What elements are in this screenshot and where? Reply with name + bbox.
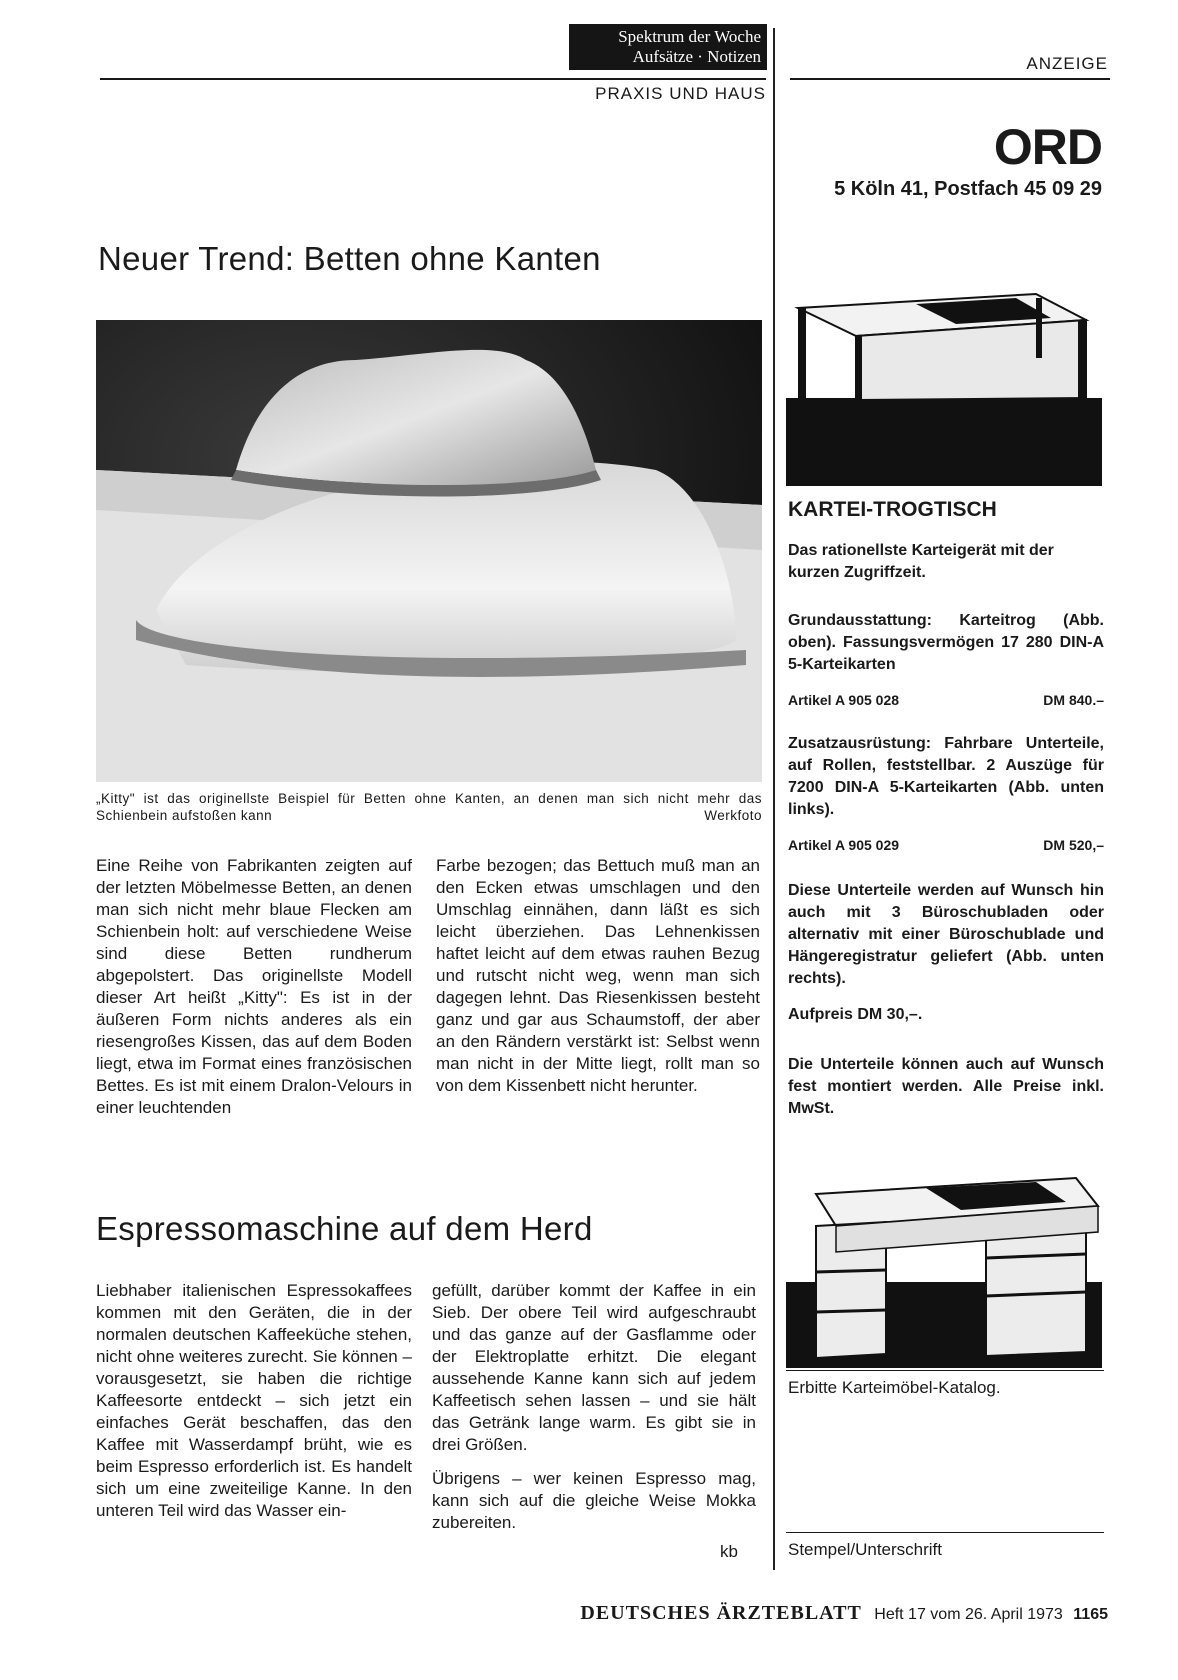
ad-price-row-2 bbox=[788, 837, 1104, 853]
ad-product-name: KARTEI-TROGTISCH bbox=[788, 498, 997, 521]
badge-line-2: Aufsätze · Notizen bbox=[632, 47, 761, 66]
footer-issue: Heft 17 vom 26. April 1973 bbox=[874, 1606, 1063, 1623]
column-divider bbox=[773, 28, 775, 1570]
section-label: PRAXIS UND HAUS bbox=[595, 84, 766, 103]
ad-drawers-option: Diese Unterteile werden auf Wunsch hin auch mit 3 Büroschubladen oder alternativ mit einer Büroschublade und Hängeregistratur geliefert (Abb. unten rechts). bbox=[788, 882, 1104, 987]
desk-photo-bottom bbox=[786, 1172, 1102, 1368]
ad-article-2-label: Artikel A 905 029 bbox=[788, 837, 900, 853]
ad-article-1-label: Artikel A 905 028 bbox=[788, 692, 900, 708]
bed-photo bbox=[96, 320, 762, 782]
article1-column-2: Farbe bezogen; das Bettuch muß man an den Ecken etwas umschlagen und den Umschlag einnähen, dann läßt es sich leicht überziehen. Das Lehnenkissen haftet leicht auf dem etwas rauhen Bezug und rutscht nicht weg, wenn man sich dagegen lehnt. Das Riesenkissen besteht ganz und gar aus Schaumstoff, der aber an den Rändern verstärkt ist: Selbst wenn man nicht in der Mitte liegt, rollt man so von dem Kissenbett nicht herunter. bbox=[436, 856, 760, 1095]
article2-column-2 bbox=[432, 1280, 756, 1534]
ad-brand: ORD bbox=[993, 119, 1102, 175]
header-rule-right bbox=[790, 78, 1110, 80]
photo-credit: Werkfoto bbox=[704, 808, 762, 823]
article-title-beds: Neuer Trend: Betten ohne Kanten bbox=[98, 240, 601, 277]
ad-extra-equipment: Zusatzausrüstung: Fahrbare Unterteile, auf Rollen, feststellbar. 2 Auszüge für 7200 DIN-A 5-Karteikarten (Abb. unten links). bbox=[788, 735, 1104, 818]
ad-surcharge: Aufpreis DM 30,–. bbox=[788, 1006, 923, 1023]
ad-catalog-request: Erbitte Karteimöbel-Katalog. bbox=[788, 1378, 1001, 1397]
article2-signature: kb bbox=[720, 1542, 738, 1561]
caption-text: „Kitty" ist das originellste Beispiel für Betten ohne Kanten, an denen man sich nicht mehr das Schienbein aufstoßen kann bbox=[96, 791, 762, 823]
ad-separator bbox=[786, 1370, 1104, 1371]
ad-price-row-1 bbox=[788, 692, 1104, 708]
ad-label: ANZEIGE bbox=[1026, 54, 1108, 73]
header-rule-left bbox=[100, 78, 766, 80]
stamp-line bbox=[786, 1532, 1104, 1533]
article2-column-1: Liebhaber italienischen Espressokaffees kommen mit den Geräten, die in der normalen deutschen Kaffeeküche stehen, nicht ohne weiteres zurecht. Sie können – vorausgesetzt, sie haben die richtige Kaffeesorte entdeckt – sich jetzt ein einfaches Gerät beschaffen, das den Kaffee mit Wasserdampf brüht, wie es beim Espresso erforderlich ist. Es handelt sich um eine zweiteilige Kanne. In den unteren Teil wird das Wasser ein- bbox=[96, 1281, 412, 1520]
ad-base-equipment: Grundausstattung: Karteitrog (Abb. oben). Fassungsvermögen 17 280 DIN-A 5-Karteikarten bbox=[788, 612, 1104, 673]
ad-fixed-mount: Die Unterteile können auch auf Wunsch fest montiert werden. Alle Preise inkl. MwSt. bbox=[788, 1056, 1104, 1117]
section-badge bbox=[569, 24, 767, 70]
desk-photo-top bbox=[786, 290, 1102, 486]
article2-column-2-paragraph-2: Übrigens – wer keinen Espresso mag, kann sich auf die gleiche Weise Mokka zubereiten. bbox=[432, 1469, 756, 1532]
footer-page-number: 1165 bbox=[1073, 1606, 1108, 1623]
ad-article-2-price: DM 520,– bbox=[1043, 837, 1104, 853]
footer-journal: DEUTSCHES ÄRZTEBLATT bbox=[580, 1602, 862, 1624]
ad-tagline: Das rationellste Karteigerät mit der kurzen Zugriffzeit. bbox=[788, 542, 1054, 581]
article-title-espresso: Espressomaschine auf dem Herd bbox=[96, 1210, 593, 1247]
badge-line-1: Spektrum der Woche bbox=[618, 27, 761, 46]
page-footer bbox=[488, 1602, 1108, 1625]
article1-column-1: Eine Reihe von Fabrikanten zeigten auf der letzten Möbelmesse Betten, an denen man sich nicht mehr blaue Flecken am Schienbein holt: auf verschiedene Weise sind diese Betten rundherum abgepolstert. Das originellste Modell dieser Art heißt „Kitty": Es ist in der äußeren Form nichts anderes als ein riesengroßes Kissen, das auf dem Boden liegt, etwa im Format eines französischen Bettes. Es ist mit einem Dralon-Velours in einer leuchtenden bbox=[96, 856, 412, 1117]
desk-photo-top-graphic bbox=[786, 290, 1102, 486]
article2-column-2-paragraph-1: gefüllt, darüber kommt der Kaffee in ein Sieb. Der obere Teil wird aufgeschraubt und das ganze auf der Gasflamme oder der Elektroplatte erhitzt. Die elegant aussehende Kanne kann sich auf jedem Kaffeetisch sehen lassen – und sie hält das Getränk lange warm. Es gibt sie in drei Größen. bbox=[432, 1281, 756, 1454]
ad-article-1-price: DM 840.– bbox=[1043, 692, 1104, 708]
ad-address: 5 Köln 41, Postfach 45 09 29 bbox=[834, 178, 1102, 200]
desk-photo-bottom-graphic bbox=[786, 1172, 1102, 1368]
ad-stamp-label: Stempel/Unterschrift bbox=[788, 1540, 942, 1559]
bed-photo-graphic bbox=[96, 320, 762, 782]
